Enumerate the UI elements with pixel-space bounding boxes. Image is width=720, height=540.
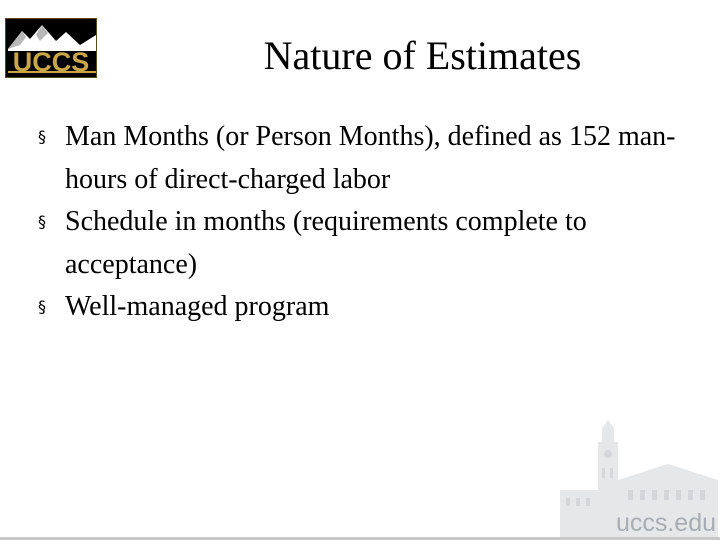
bullet-item	[38, 286, 698, 329]
uccs-logo	[5, 18, 97, 78]
bullet-text: Schedule in months (requirements complete to acceptance)	[65, 206, 587, 280]
bullet-item	[38, 201, 698, 286]
bullet-marker: §	[38, 297, 46, 316]
footer-url: uccs.edu	[615, 509, 716, 537]
slide-title: Nature of Estimates	[263, 33, 582, 78]
bullet-marker: §	[38, 212, 46, 231]
bullet-marker: §	[38, 127, 46, 146]
bullet-text: Well-managed program	[65, 291, 330, 322]
bullet-list	[38, 116, 698, 329]
bullet-item	[38, 116, 698, 201]
logo-text: UCCS	[12, 47, 90, 77]
bullet-text: Man Months (or Person Months), defined as 152 man-hours of direct-charged labor	[65, 121, 676, 195]
